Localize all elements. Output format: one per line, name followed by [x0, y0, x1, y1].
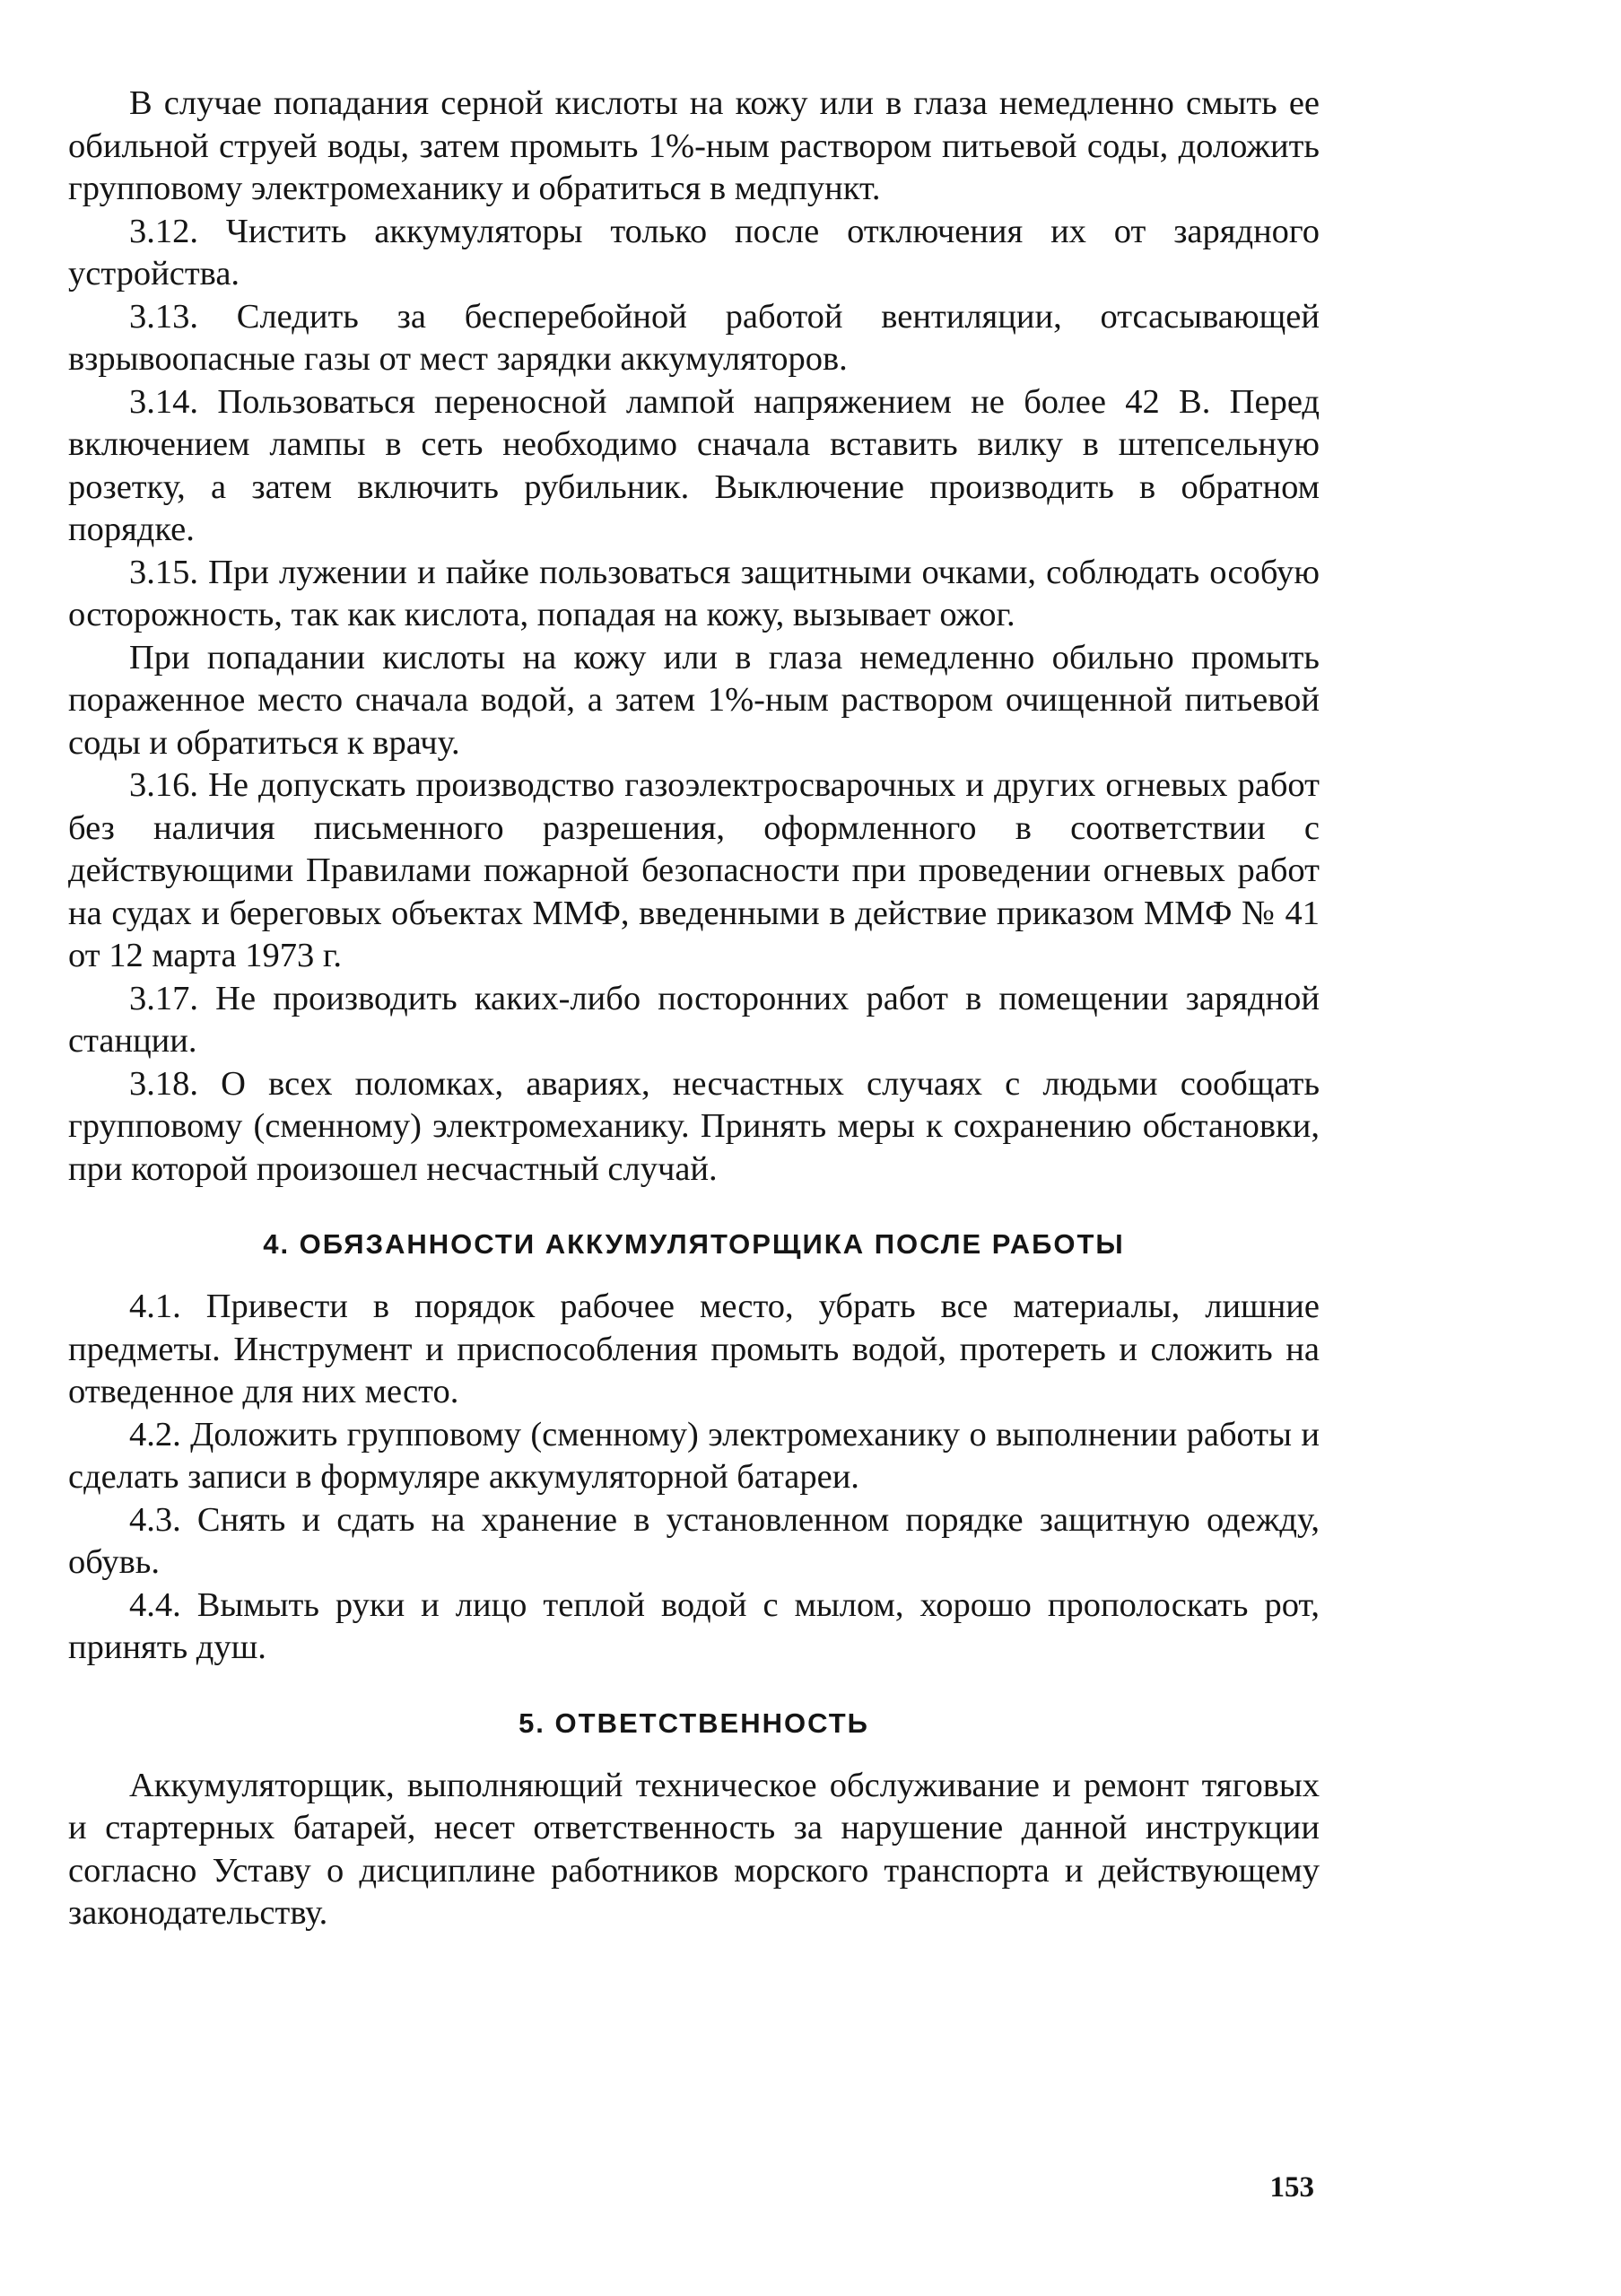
paragraph-4-3: 4.3. Снять и сдать на хранение в установленном порядке защитную одежду, обувь. [68, 1500, 1320, 1581]
paragraph-3-16: 3.16. Не допускать производство газоэлектросварочных и других огневых работ без наличия письменного разрешения, оформленного в соответствии с действующими Правилами пожарной безопасности при проведении огневых работ на судах и береговых объектах ММФ, введенными в действие приказом ММФ № 41 от 12 марта 1973 г. [68, 766, 1320, 974]
paragraph-3-18: 3.18. О всех поломках, авариях, несчастных случаях с людьми сообщать групповому (сменному) электромеханику. Принять меры к сохранению обстановки, при которой произошел несчастный случай. [68, 1064, 1320, 1188]
paragraph-4-1: 4.1. Привести в порядок рабочее место, убрать все материалы, лишние предметы. Инструмент и приспособления промыть водой, протереть и сложить на отведенное для них место. [68, 1288, 1320, 1410]
text-column [68, 83, 1320, 1935]
section-5-heading: 5. ОТВЕТСТВЕННОСТЬ [519, 1707, 869, 1739]
paragraph-3-13: 3.13. Следить за бесперебойной работой вентиляции, отсасывающей взрывоопасные газы от мест зарядки аккумуляторов. [68, 297, 1320, 378]
paragraph-responsibility: Аккумуляторщик, выполняющий техническое обслуживание и ремонт тяговых и стартерных батарей, несет ответственность за нарушение данной инструкции согласно Уставу о дисциплине работников морского транспорта и действующему законодательству. [68, 1766, 1320, 1932]
paragraph-3-15: 3.15. При лужении и пайке пользоваться защитными очками, соблюдать особую осторожность, так как кислота, попадая на кожу, вызывает ожог. [68, 553, 1320, 633]
paragraph-acid-skin-contact: При попадании кислоты на кожу или в глаза немедленно обильно промыть пораженное место сначала водой, а затем 1%-ным раствором очищенной питьевой соды и обратиться к врачу. [68, 638, 1320, 762]
paragraph-3-14: 3.14. Пользоваться переносной лампой напряжением не более 42 В. Перед включением лампы в сеть необходимо сначала вставить вилку в штепсельную розетку, а затем включить рубильник. Выключение производить в обратном порядке. [68, 382, 1320, 548]
paragraph-3-12: 3.12. Чистить аккумуляторы только после отключения их от зарядного устройства. [68, 212, 1320, 292]
paragraph-acid-first-aid: В случае попадания серной кислоты на кожу или в глаза немедленно смыть ее обильной струей воды, затем промыть 1%-ным раствором питьевой соды, доложить групповому электромеханику и обратиться в медпункт. [68, 84, 1320, 207]
paragraph-4-4: 4.4. Вымыть руки и лицо теплой водой с мылом, хорошо прополоскать рот, принять душ. [68, 1585, 1320, 1666]
paragraph-4-2: 4.2. Доложить групповому (сменному) электромеханику о выполнении работы и сделать записи в формуляре аккумуляторной батареи. [68, 1415, 1320, 1496]
paragraph-3-17: 3.17. Не производить каких-либо посторонних работ в помещении зарядной станции. [68, 979, 1320, 1060]
section-4-heading: 4. ОБЯЗАННОСТИ АККУМУЛЯТОРЩИКА ПОСЛЕ РАБОТЫ [263, 1228, 1125, 1260]
page-number: 153 [1269, 2171, 1314, 2204]
